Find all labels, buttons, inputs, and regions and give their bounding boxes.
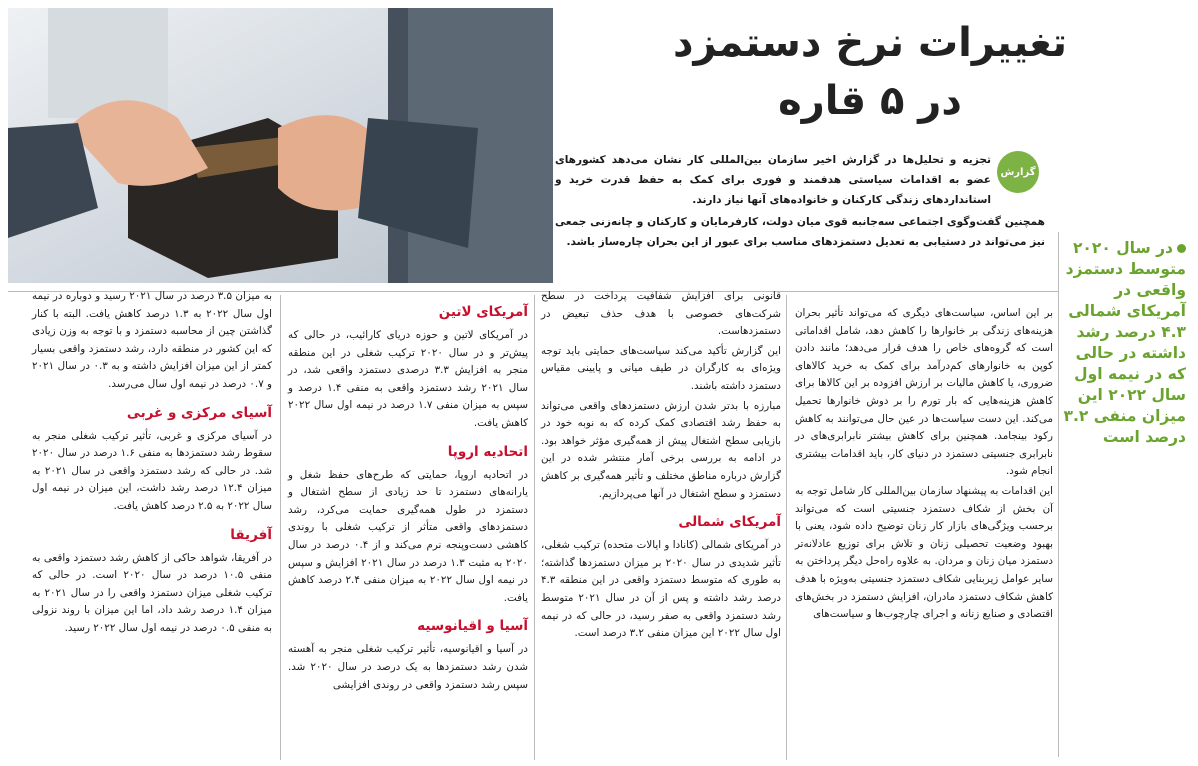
pull-quote	[1056, 238, 1186, 448]
column-divider	[1058, 232, 1059, 757]
section-heading-north-america: آمریکای شمالی	[678, 514, 781, 531]
column-divider	[280, 295, 281, 760]
bullet-dot-icon	[1177, 244, 1186, 253]
column-divider	[786, 295, 787, 760]
lead-paragraph: تجزیه و تحلیل‌ها در گزارش اخیر سازمان بین‌المللی کار نشان می‌دهد کشورهای عضو به اقدامات سیاستی هدفمند و فوری برای کمک به حفظ قدرت خرید و استانداردهای زندگی کارکنان و خانواده‌های آنها نیاز دارند.	[555, 154, 991, 206]
column-1-paragraph-2: این اقدامات به پیشنهاد سازمان بین‌المللی کار شامل توجه به آن بخش از شکاف دستمزد جنسیتی است که می‌تواند برحسب ویژگی‌های بازار کار زنان توضیح داده شود، یعنی با بهبود وضعیت تحصیلی زنان و تلاش برای توزیع عادلانه‌تر دستمزد میان زنان و مردان. به علاوه راه‌حل دیگر پرداختن به سایر عوامل زیربنایی شکاف دستمزد جنسیتی به‌ویژه با هدف کاهش شکاف دستمزد مادران، افزایش دستمزد در بخش‌های اقتصادی و صنایع زنانه و اجرای چارچوب‌ها و سیاست‌های	[795, 484, 1053, 621]
text-column-1	[795, 305, 1053, 626]
column-4-paragraph-1: به میزان ۳.۵ درصد در سال ۲۰۲۱ رسید و دوباره در نیمه اول سال ۲۰۲۲ به ۱.۳ درصد کاهش یافت. البته با کنار گذاشتن چین از محاسبه دستمزد و با توجه به وزن زیادی که این کشور در منطقه دارد، رشد دستمزد واقعی بسیار کمتر از این میزان افزایش داشته و به ۰.۳ در سال ۲۰۲۱ و ۰.۷ درصد در نیمه اول سال می‌رسد.	[32, 290, 273, 390]
section-heading-latin-america: آمریکای لاتین	[438, 304, 528, 320]
report-badge: گزارش	[997, 151, 1039, 193]
column-2-paragraph-3: مبارزه با بدتر شدن ارزش دستمزدهای واقعی می‌تواند به حفظ رشد اقتصادی کمک کرده که به نوبه خود در بازیابی سطح اشتغال پیش از همه‌گیری مؤثر خواهد بود. در ادامه به بررسی برخی آمار منتشر شده در این گزارش درباره مناطق مختلف و تأثیر همه‌گیری بر کاهش دستمزد و سطح اشتغال در آنها می‌پردازیم.	[541, 399, 781, 500]
text-column-4	[32, 288, 272, 640]
headline-line-2: در ۵ قاره	[778, 78, 962, 124]
european-union-text: در اتحادیه اروپا، حمایتی که طرح‌های حفظ شغل و یارانه‌های دستمزد تا حد زیادی از سطح اشتغال و دستمزد در طول همه‌گیری حمایت می‌کرد، رشد دستمزدهای واقعی متأثر از ترکیب شغلی با روندی کاهشی دست‌وپنجه نرم می‌کند و از ۰.۴ درصد در سال ۲۰۲۰ به مثبت ۱.۳ درصد در سال ۲۰۲۱ افزایش و سپس در نیمه اول سال ۲۰۲۲ به میزان منفی ۲.۴ درصد کاهش یافت.	[288, 468, 528, 604]
section-heading-asia-pacific: آسیا و اقیانوسیه	[417, 618, 528, 635]
column-1-paragraph-1: بر این اساس، سیاست‌های دیگری که می‌تواند تأثیر بحران هزینه‌های زندگی بر خانوارها را کاهش دهد، شامل اقداماتی است که گروه‌های خاص را هدف قرار می‌دهد؛ مانند دادن کوپن به خانوارهای کم‌درآمد برای کمک به خرید کالاهای ضروری، یا کاهش مالیات بر ارزش افزوده بر این کالاها برای کاهش هزینه‌هایی که بار تورم را بر دوش خانوارها تحمیل می‌کند. این دست سیاست‌ها در عین حال می‌توانند به کاهش رکود بینجامد. همچنین برای کاهش بیشتر نابرابری‌های در نابرابری جنسیتی دستمزد در دنیای کار، باید اقدامات بیشتری انجام شود.	[795, 307, 1053, 478]
section-heading-european-union: اتحادیه اروپا	[447, 443, 528, 460]
article-headline	[600, 14, 1140, 130]
text-column-3	[288, 303, 528, 696]
asia-pacific-text: در آسیا و اقیانوسیه، تأثیر ترکیب شغلی منجر به آهسته شدن رشد دستمزدها به یک درصد در سال ۲۰۲۰ شد. سپس رشد دستمزد واقعی در روندی افزایشی	[288, 643, 528, 691]
headline-line-1: تغییرات نرخ دستمزد	[672, 20, 1068, 66]
north-america-text: در آمریکای شمالی (کانادا و ایالات متحده) ترکیب شغلی، تأثیر شدیدی در سال ۲۰۲۰ بر میزان دستمزدها گذاشته؛ به طوری که متوسط دستمزد واقعی در این منطقه ۴.۳ درصد رشد داشته و پس از آن در سال ۲۰۲۱ متوسط رشد دستمزد واقعی به صفر رسید، در حالی که در نیمه اول سال ۲۰۲۲ این میزان منفی ۳.۲ درصد است.	[541, 539, 781, 640]
pull-quote-text: در سال ۲۰۲۰ متوسط دستمزد واقعی در آمریکای شمالی ۴.۳ درصد رشد داشته در حالی که در نیمه اول سال ۲۰۲۲ این میزان منفی ۳.۲ درصد است	[1063, 239, 1186, 446]
section-heading-africa: آفریقا	[230, 526, 272, 543]
central-west-asia-text: در آسیای مرکزی و غربی، تأثیر ترکیب شغلی منجر به سقوط رشد دستمزدها به منفی ۱.۶ درصد در سال ۲۰۲۰ شد. در حالی که رشد دستمزد واقعی در سال ۲۰۲۱ به میزان ۱۲.۴ درصد رشد داشت، این میزان در نیمه اول سال ۲۰۲۲ به ۲.۵ درصد کاهش یافت.	[32, 429, 273, 512]
latin-america-text: در آمریکای لاتین و حوزه دریای کارائیب، در حالی که پیش‌تر و در سال ۲۰۲۰ ترکیب شغلی در این منطقه منجر به افزایش ۳.۳ درصدی دستمزد واقعی شد، در سال ۲۰۲۱ رشد دستمزد واقعی به منفی ۱.۴ درصد و سپس به میزان منفی ۱.۷ درصد در نیمه اول سال ۲۰۲۲ کاهش یافت.	[288, 329, 529, 429]
column-2-paragraph-1: قانونی برای افزایش شفافیت پرداخت در سطح شرکت‌های خصوصی با هدف حذف تبعیض در دستمزدهاست.	[541, 290, 781, 338]
lead-subparagraph: همچنین گفت‌وگوی اجتماعی سه‌جانبه قوی میان دولت، کارفرمایان و کارکنان و چانه‌زنی جمعی نیز می‌تواند در دستیابی به تعدیل دستمزدهای مناسب برای عبور از این بحران چاره‌ساز باشد.	[555, 216, 1045, 248]
text-column-2	[541, 288, 781, 645]
africa-text: در آفریقا، شواهد حاکی از کاهش رشد دستمزد واقعی به منفی ۱۰.۵ درصد در سال ۲۰۲۰ است. در حالی که ترکیب شغلی میزان دستمزد واقعی را در سال ۲۰۲۱ به میزان ۱.۴ درصد رشد داد، اما این میزان با روند نزولی به منفی ۰.۵ درصد در نیمه اول سال ۲۰۲۲ رسید.	[32, 551, 272, 634]
section-heading-central-west-asia: آسیای مرکزی و غربی	[126, 404, 272, 421]
column-divider	[534, 295, 535, 760]
column-2-paragraph-2: این گزارش تأکید می‌کند سیاست‌های حمایتی باید توجه ویژه‌ای به کارگران در طیف میانی و پایینی مقیاس دستمزد داشته باشند.	[541, 344, 781, 392]
hands-wallet-photo	[8, 8, 553, 283]
